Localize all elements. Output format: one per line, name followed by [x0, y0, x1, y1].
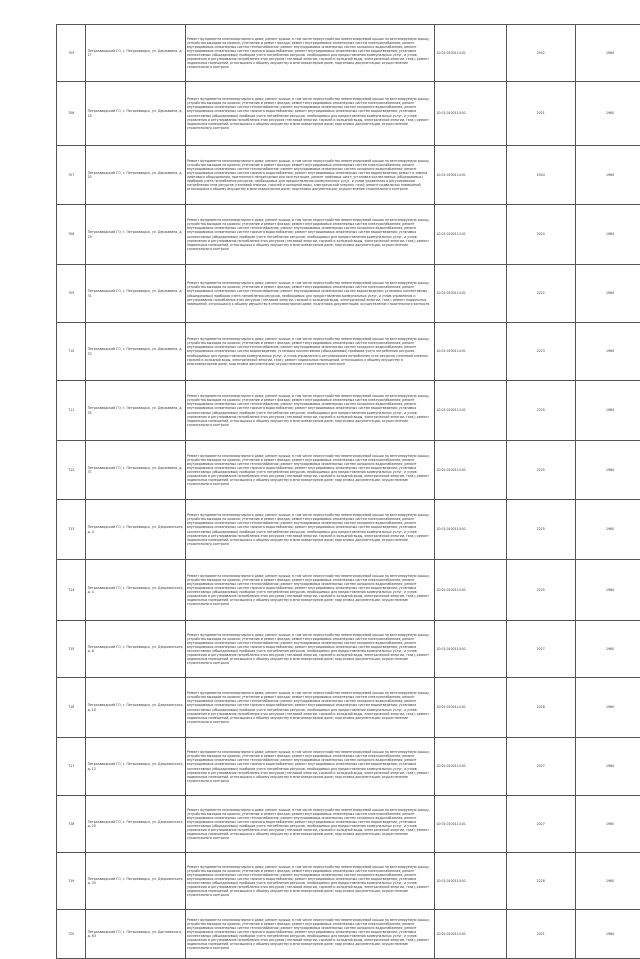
build-year-cell: 1960 — [575, 796, 640, 853]
table-body — [57, 25, 640, 959]
table-row — [57, 500, 640, 560]
address-cell: Петрозаводский ГО, г. Петрозаводск, ул. Дзержинского, д. 4 — [86, 560, 185, 621]
works-list-cell: Ремонт фундамента многоквартирного дома; ремонт крыши, в том числе переустройство невентилируемой крыши на вентилируемую крышу, устройство выходов на кровлю; утепление и ремонт фасада; ремонт внутридомовых инженерных систем электроснабжения; ремонт внутридомовых инженерных систем теплоснабжения; ремонт внутридомовых инженерных систем холодного водоснабжения; ремонт внутридомовых инженерных систем горячего водоснабжения; ремонт внутридомовых инженерных систем водоотведения; ремонт и замена лифтового оборудования, признанного непригодным для эксплуатации, ремонт лифтовых шахт; установка коллективных (общедомовых) приборов учета потребления ресурсов, необходимых для предоставления коммунальных услуг, и узлов управления и регулирования потребления этих ресурсов (тепловой энергии, горячей и холодной воды, электрической энергии, газа); ремонт подвальных помещений, относящихся к общему имуществу в многоквартирном доме; подготовка документации; осуществление строительного контроля — [185, 146, 434, 205]
address-cell: Петрозаводский ГО, г. Петрозаводск, ул. Дзержинского, д. 10 — [86, 678, 185, 738]
area-cell: 2225 — [506, 381, 575, 441]
build-year-cell: 1960 — [575, 265, 640, 323]
address-cell: Петрозаводский ГО, г. Петрозаводск, ул. Державина, д. 18 — [86, 82, 185, 146]
table-row — [57, 738, 640, 796]
row-number-cell: 719 — [57, 853, 86, 910]
build-year-cell: 1960 — [575, 560, 640, 621]
works-list-cell: Ремонт фундамента многоквартирного дома; ремонт крыши, в том числе переустройство невентилируемой крыши на вентилируемую крышу, устройство выходов на кровлю; утепление и ремонт фасада; ремонт внутридомовых инженерных систем электроснабжения; ремонт внутридомовых инженерных систем теплоснабжения; ремонт внутридомовых инженерных систем холодного водоснабжения; ремонт внутридомовых инженерных систем горячего водоснабжения; ремонт внутридомовых инженерных систем водоотведения; установка коллективных (общедомовых) приборов учета потребления ресурсов, необходимых для предоставления коммунальных услуг, и узлов управления и регулирования потребления этих ресурсов (тепловой энергии, горячей и холодной воды, электрической энергии, газа); ремонт подвальных помещений, относящихся к общему имуществу в многоквартирном доме; подготовка документации; осуществление строительного контроля — [185, 441, 434, 500]
row-number-cell: 706 — [57, 82, 86, 146]
table-row — [57, 323, 640, 381]
cadastral-number-cell: 10:01:0100114:01 — [435, 853, 506, 910]
address-cell: Петрозаводский ГО, г. Петрозаводск, ул. Державина, д. 33 — [86, 323, 185, 381]
address-cell: Петрозаводский ГО, г. Петрозаводск, ул. Державина, д. 20 — [86, 146, 185, 205]
cadastral-number-cell: 10:01:0100114:01 — [435, 560, 506, 621]
works-list-cell: Ремонт фундамента многоквартирного дома; ремонт крыши, в том числе переустройство невентилируемой крыши на вентилируемую крышу, устройство выходов на кровлю; утепление и ремонт фасада; ремонт внутридомовых инженерных систем электроснабжения; ремонт внутридомовых инженерных систем теплоснабжения; ремонт внутридомовых инженерных систем холодного водоснабжения; ремонт внутридомовых инженерных систем водоотведения; установка коллективных (общедомовых) приборов учета потребления ресурсов, необходимых для предоставления коммунальных услуг, и узлов управления и регулирования потребления этих ресурсов (тепловой энергии, горячей и холодной воды, электрической энергии, газа); ремонт подвальных помещений, относящихся к общему имуществу в многоквартирном доме; подготовка документации; осуществление строительного контроля — [185, 323, 434, 381]
row-number-cell: 707 — [57, 146, 86, 205]
row-number-cell: 714 — [57, 560, 86, 621]
works-list-cell: Ремонт фундамента многоквартирного дома; ремонт крыши, в том числе переустройство невентилируемой крыши на вентилируемую крышу, устройство выходов на кровлю; утепление и ремонт фасада; ремонт внутридомовых инженерных систем электроснабжения; ремонт внутридомовых инженерных систем теплоснабжения; ремонт внутридомовых инженерных систем холодного водоснабжения; ремонт внутридомовых инженерных систем горячего водоснабжения; ремонт внутридомовых инженерных систем водоотведения; установка коллективных (общедомовых) приборов учета потребления ресурсов, необходимых для предоставления коммунальных услуг, и узлов управления и регулирования потребления этих ресурсов (тепловой энергии, горячей и холодной воды, электрической энергии, газа); ремонт подвальных помещений, относящихся к общему имуществу в многоквартирном доме; подготовка документации; осуществление строительного контроля — [185, 381, 434, 441]
area-cell: 2544 — [506, 146, 575, 205]
works-list-cell: Ремонт фундамента многоквартирного дома; ремонт крыши, в том числе переустройство невентилируемой крыши на вентилируемую крышу, устройство выходов на кровлю; утепление и ремонт фасада; ремонт внутридомовых инженерных систем электроснабжения; ремонт внутридомовых инженерных систем теплоснабжения; ремонт внутридомовых инженерных систем холодного водоснабжения; ремонт внутридомовых инженерных систем горячего водоснабжения; ремонт внутридомовых инженерных систем водоотведения; установка коллективных (общедомовых) приборов учета потребления ресурсов, необходимых для предоставления коммунальных услуг, и узлов управления и регулирования потребления этих ресурсов (тепловой энергии, горячей и холодной воды, электрической энергии, газа); ремонт подвальных помещений, относящихся к общему имуществу в многоквартирном доме; подготовка документации; осуществление строительного контроля — [185, 500, 434, 560]
build-year-cell: 1960 — [575, 381, 640, 441]
address-cell: Петрозаводский ГО, г. Петрозаводск, ул. Державина, д. 31 — [86, 265, 185, 323]
area-cell: 2225 — [506, 500, 575, 560]
address-cell: Петрозаводский ГО, г. Петрозаводск, ул. Достоевского, д. 63 — [86, 910, 185, 959]
works-list-cell: Ремонт фундамента многоквартирного дома; ремонт крыши, в том числе переустройство невентилируемой крыши на вентилируемую крышу, устройство выходов на кровлю; утепление и ремонт фасада; ремонт внутридомовых инженерных систем электроснабжения; ремонт внутридомовых инженерных систем теплоснабжения; ремонт внутридомовых инженерных систем холодного водоснабжения; ремонт внутридомовых инженерных систем горячего водоснабжения; ремонт внутридомовых инженерных систем водоотведения; установка коллективных (общедомовых) приборов учета потребления ресурсов, необходимых для предоставления коммунальных услуг, и узлов управления и регулирования потребления этих ресурсов (тепловой энергии, горячей и холодной воды, электрической энергии, газа); ремонт подвальных помещений, относящихся к общему имуществу в многоквартирном доме; подготовка документации; осуществление строительного контроля — [185, 25, 434, 82]
table-row — [57, 25, 640, 82]
cadastral-number-cell: 10:01:0100114:01 — [435, 678, 506, 738]
row-number-cell: 716 — [57, 678, 86, 738]
cadastral-number-cell: 10:01:0100114:01 — [435, 381, 506, 441]
area-cell: 2225 — [506, 441, 575, 500]
row-number-cell: 720 — [57, 910, 86, 959]
table-row — [57, 910, 640, 959]
area-cell: 2225 — [506, 560, 575, 621]
table-row — [57, 560, 640, 621]
cadastral-number-cell: 10:01:0100114:01 — [435, 738, 506, 796]
houses-table — [56, 24, 640, 959]
cadastral-number-cell: 10:01:0100114:01 — [435, 796, 506, 853]
cadastral-number-cell: 10:01:0100114:01 — [435, 500, 506, 560]
table-row — [57, 146, 640, 205]
works-list-cell: Ремонт фундамента многоквартирного дома; ремонт крыши, в том числе переустройство невентилируемой крыши на вентилируемую крышу, устройство выходов на кровлю; утепление и ремонт фасада; ремонт внутридомовых инженерных систем электроснабжения; ремонт внутридомовых инженерных систем теплоснабжения; ремонт внутридомовых инженерных систем холодного водоснабжения; ремонт внутридомовых инженерных систем горячего водоснабжения; ремонт внутридомовых инженерных систем водоотведения; установка коллективных (общедомовых) приборов учета потребления ресурсов, необходимых для предоставления коммунальных услуг, и узлов управления и регулирования потребления этих ресурсов (тепловой энергии, горячей и холодной воды, электрической энергии, газа); ремонт подвальных помещений, относящихся к общему имуществу в многоквартирном доме; подготовка документации; осуществление строительного контроля — [185, 796, 434, 853]
row-number-cell: 709 — [57, 265, 86, 323]
address-cell: Петрозаводский ГО, г. Петрозаводск, ул. Державина, д. 29 — [86, 205, 185, 265]
table-row — [57, 796, 640, 853]
cadastral-number-cell: 10:01:0100114:01 — [435, 146, 506, 205]
cadastral-number-cell: 10:01:0100114:01 — [435, 621, 506, 678]
cadastral-number-cell: 10:01:0100114:01 — [435, 910, 506, 959]
area-cell: 2027 — [506, 738, 575, 796]
area-cell: 2021 — [506, 910, 575, 959]
build-year-cell: 1960 — [575, 500, 640, 560]
build-year-cell: 1960 — [575, 678, 640, 738]
area-cell: 2027 — [506, 621, 575, 678]
row-number-cell: 708 — [57, 205, 86, 265]
area-cell: 2592 — [506, 25, 575, 82]
table-row — [57, 853, 640, 910]
table-row — [57, 381, 640, 441]
area-cell: 2223 — [506, 323, 575, 381]
works-list-cell: Ремонт фундамента многоквартирного дома; ремонт крыши, в том числе переустройство невентилируемой крыши на вентилируемую крышу, устройство выходов на кровлю; утепление и ремонт фасада; ремонт внутридомовых инженерных систем электроснабжения; ремонт внутридомовых инженерных систем теплоснабжения; ремонт внутридомовых инженерных систем холодного водоснабжения; ремонт внутридомовых инженерных систем горячего водоснабжения; ремонт внутридомовых инженерных систем водоотведения; установка коллективных (общедомовых) приборов учета потребления ресурсов, необходимых для предоставления коммунальных услуг, и узлов управления и регулирования потребления этих ресурсов (тепловой энергии, горячей и холодной воды, электрической энергии, газа); ремонт подвальных помещений, относящихся к общему имуществу в многоквартирном доме; подготовка документации; осуществление строительного контроля — [185, 853, 434, 910]
address-cell: Петрозаводский ГО, г. Петрозаводск, ул. Дзержинского, д. 4 — [86, 500, 185, 560]
area-cell: 2021 — [506, 82, 575, 146]
address-cell: Петрозаводский ГО, г. Петрозаводск, ул. Державина, д. 37 — [86, 441, 185, 500]
table-row — [57, 441, 640, 500]
table-row — [57, 621, 640, 678]
area-cell: 2222 — [506, 265, 575, 323]
table-row — [57, 265, 640, 323]
cadastral-number-cell: 10:01:0100114:01 — [435, 25, 506, 82]
works-list-cell: Ремонт фундамента многоквартирного дома; ремонт крыши, в том числе переустройство невентилируемой крыши на вентилируемую крышу, устройство выходов на кровлю; утепление и ремонт фасада; ремонт внутридомовых инженерных систем электроснабжения; ремонт внутридомовых инженерных систем теплоснабжения; ремонт внутридомовых инженерных систем холодного водоснабжения; ремонт внутридомовых инженерных систем горячего водоснабжения; ремонт внутридомовых инженерных систем водоотведения; установка коллективных (общедомовых) приборов учета потребления ресурсов, необходимых для предоставления коммунальных услуг, и узлов управления и регулирования потребления этих ресурсов (тепловой энергии, горячей и холодной воды, электрической энергии, газа); ремонт подвальных помещений, относящихся к общему имуществу в многоквартирном доме; подготовка документации; осуществление строительного контроля — [185, 205, 434, 265]
works-list-cell: Ремонт фундамента многоквартирного дома; ремонт крыши, в том числе переустройство невентилируемой крыши на вентилируемую крышу, устройство выходов на кровлю; утепление и ремонт фасада; ремонт внутридомовых инженерных систем электроснабжения; ремонт внутридомовых инженерных систем теплоснабжения; ремонт внутридомовых инженерных систем холодного водоснабжения; ремонт внутридомовых инженерных систем горячего водоснабжения; ремонт внутридомовых инженерных систем водоотведения; установка коллективных (общедомовых) приборов учета потребления ресурсов, необходимых для предоставления коммунальных услуг, и узлов управления и регулирования потребления этих ресурсов (тепловой энергии, горячей и холодной воды, электрической энергии, газа); ремонт подвальных помещений, относящихся к общему имуществу в многоквартирном доме; подготовка документации; осуществление строительного контроля — [185, 560, 434, 621]
build-year-cell: 1960 — [575, 205, 640, 265]
table-row — [57, 82, 640, 146]
cadastral-number-cell: 10:01:0100114:01 — [435, 323, 506, 381]
table-row — [57, 678, 640, 738]
works-list-cell: Ремонт фундамента многоквартирного дома; ремонт крыши, в том числе переустройство невентилируемой крыши на вентилируемую крышу, устройство выходов на кровлю; утепление и ремонт фасада; ремонт внутридомовых инженерных систем электроснабжения; ремонт внутридомовых инженерных систем теплоснабжения; ремонт внутридомовых инженерных систем холодного водоснабжения; ремонт внутридомовых инженерных систем горячего водоснабжения; ремонт внутридомовых инженерных систем водоотведения; установка коллективных (общедомовых) приборов учета потребления ресурсов, необходимых для предоставления коммунальных услуг, и узлов управления и регулирования потребления этих ресурсов (тепловой энергии, горячей и холодной воды, электрической энергии, газа); ремонт подвальных помещений, относящихся к общему имуществу в многоквартирном доме; подготовка документации; осуществление строительного контроля — [185, 82, 434, 146]
address-cell: Петрозаводский ГО, г. Петрозаводск, ул. Державина, д. 17 — [86, 25, 185, 82]
row-number-cell: 713 — [57, 500, 86, 560]
address-cell: Петрозаводский ГО, г. Петрозаводск, ул. Дзержинского, д. 12 — [86, 738, 185, 796]
cadastral-number-cell: 10:01:0100114:01 — [435, 441, 506, 500]
address-cell: Петрозаводский ГО, г. Петрозаводск, ул. Дзержинского, д. 20 — [86, 796, 185, 853]
build-year-cell: 1960 — [575, 146, 640, 205]
document-page — [56, 24, 624, 959]
row-number-cell: 710 — [57, 323, 86, 381]
works-list-cell: Ремонт фундамента многоквартирного дома; ремонт крыши, в том числе переустройство невентилируемой крыши на вентилируемую крышу, устройство выходов на кровлю; утепление и ремонт фасада; ремонт внутридомовых инженерных систем электроснабжения; ремонт внутридомовых инженерных систем теплоснабжения; ремонт внутридомовых инженерных систем холодного водоснабжения; ремонт внутридомовых инженерных систем горячего водоснабжения; ремонт внутридомовых инженерных систем водоотведения; установка коллективных (общедомовых) приборов учета потребления ресурсов, необходимых для предоставления коммунальных услуг, и узлов управления и регулирования потребления этих ресурсов (тепловой энергии, горячей и холодной воды, электрической энергии, газа); ремонт подвальных помещений, относящихся к общему имуществу в многоквартирном доме; подготовка документации; осуществление строительного контроля — [185, 621, 434, 678]
area-cell: 2028 — [506, 678, 575, 738]
row-number-cell: 718 — [57, 796, 86, 853]
area-cell: 2228 — [506, 853, 575, 910]
build-year-cell: 1960 — [575, 323, 640, 381]
cadastral-number-cell: 10:01:0100114:01 — [435, 82, 506, 146]
works-list-cell: Ремонт фундамента многоквартирного дома; ремонт крыши, в том числе переустройство невентилируемой крыши на вентилируемую крышу, устройство выходов на кровлю; утепление и ремонт фасада; ремонт внутридомовых инженерных систем электроснабжения; ремонт внутридомовых инженерных систем теплоснабжения; ремонт внутридомовых инженерных систем холодного водоснабжения; ремонт внутридомовых инженерных систем горячего водоснабжения; ремонт внутридомовых инженерных систем водоотведения; установка коллективных (общедомовых) приборов учета потребления ресурсов, необходимых для предоставления коммунальных услуг, и узлов управления и регулирования потребления этих ресурсов (тепловой энергии, горячей и холодной воды, электрической энергии, газа); ремонт подвальных помещений, относящихся к общему имуществу в многоквартирном доме; подготовка документации; осуществление строительного контроля — [185, 738, 434, 796]
table-row — [57, 205, 640, 265]
build-year-cell: 1960 — [575, 853, 640, 910]
row-number-cell: 715 — [57, 621, 86, 678]
cadastral-number-cell: 10:01:0100114:01 — [435, 265, 506, 323]
area-cell: 2027 — [506, 796, 575, 853]
works-list-cell: Ремонт фундамента многоквартирного дома; ремонт крыши, в том числе переустройство невентилируемой крыши на вентилируемую крышу, устройство выходов на кровлю; утепление и ремонт фасада; ремонт внутридомовых инженерных систем электроснабжения; ремонт внутридомовых инженерных систем теплоснабжения; ремонт внутридомовых инженерных систем холодного водоснабжения; ремонт внутридомовых инженерных систем горячего водоснабжения; ремонт внутридомовых инженерных систем водоотведения; установка коллективных (общедомовых) приборов учета потребления ресурсов, необходимых для предоставления коммунальных услуг, и узлов управления и регулирования потребления этих ресурсов (тепловой энергии, горячей и холодной воды, электрической энергии, газа); ремонт подвальных помещений, относящихся к общему имуществу в многоквартирном доме; подготовка документации; осуществление строительного контроля — [185, 678, 434, 738]
row-number-cell: 711 — [57, 381, 86, 441]
works-list-cell: Ремонт фундамента многоквартирного дома; ремонт крыши, в том числе переустройство невентилируемой крыши на вентилируемую крышу, устройство выходов на кровлю; утепление и ремонт фасада; ремонт внутридомовых инженерных систем электроснабжения; ремонт внутридомовых инженерных систем теплоснабжения; ремонт внутридомовых инженерных систем водоотведения; установка коллективных (общедомовых) приборов учета потребления ресурсов, необходимых для предоставления коммунальных услуг, и узлов управления и регулирования потребления этих ресурсов (тепловой энергии, горячей и холодной воды, электрической энергии, газа); ремонт подвальных помещений, относящихся к общему имуществу в многоквартирном доме; подготовка документации; осуществление строительного контроля — [185, 265, 434, 323]
address-cell: Петрозаводский ГО, г. Петрозаводск, ул. Дзержинского, д. 8 — [86, 621, 185, 678]
build-year-cell: 1960 — [575, 910, 640, 959]
row-number-cell: 717 — [57, 738, 86, 796]
build-year-cell: 1960 — [575, 25, 640, 82]
build-year-cell: 1960 — [575, 441, 640, 500]
row-number-cell: 712 — [57, 441, 86, 500]
address-cell: Петрозаводский ГО, г. Петрозаводск, ул. Державина, д. 35 — [86, 381, 185, 441]
build-year-cell: 1960 — [575, 738, 640, 796]
row-number-cell: 705 — [57, 25, 86, 82]
build-year-cell: 1960 — [575, 82, 640, 146]
address-cell: Петрозаводский ГО, г. Петрозаводск, ул. Дзержинского, д. 30 — [86, 853, 185, 910]
build-year-cell: 1960 — [575, 621, 640, 678]
area-cell: 2020 — [506, 205, 575, 265]
cadastral-number-cell: 10:01:0100114:01 — [435, 205, 506, 265]
works-list-cell: Ремонт фундамента многоквартирного дома; ремонт крыши, в том числе переустройство невентилируемой крыши на вентилируемую крышу, устройство выходов на кровлю; утепление и ремонт фасада; ремонт внутридомовых инженерных систем электроснабжения; ремонт внутридомовых инженерных систем теплоснабжения; ремонт внутридомовых инженерных систем холодного водоснабжения; ремонт внутридомовых инженерных систем горячего водоснабжения; ремонт внутридомовых инженерных систем водоотведения; установка коллективных (общедомовых) приборов учета потребления ресурсов, необходимых для предоставления коммунальных услуг, и узлов управления и регулирования потребления этих ресурсов (тепловой энергии, горячей и холодной воды, электрической энергии, газа); ремонт подвальных помещений, относящихся к общему имуществу в многоквартирном доме; подготовка документации; осуществление строительного контроля — [185, 910, 434, 959]
